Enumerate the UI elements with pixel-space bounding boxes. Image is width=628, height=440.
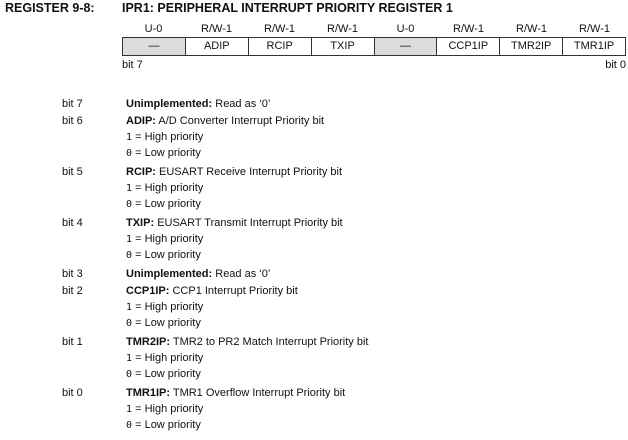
bit-cell: TMR2IP — [499, 38, 562, 55]
bit-value-option — [62, 350, 622, 366]
bit-range — [122, 59, 626, 71]
bit-description — [62, 333, 622, 350]
bit-value: 1 — [126, 132, 133, 143]
bit-text — [126, 268, 270, 280]
lsb-label: bit 0 — [605, 59, 626, 71]
bit-name: TXIP: — [126, 216, 155, 229]
bit-label: bit 1 — [62, 335, 83, 348]
bit-name: TMR2IP: — [126, 335, 170, 348]
bit-value-meaning: = High priority — [135, 131, 204, 143]
bit-text — [126, 166, 342, 178]
bit-value-option — [62, 247, 622, 263]
bit-desc: A/D Converter Interrupt Priority bit — [158, 114, 325, 127]
bit-label: bit 0 — [62, 386, 83, 399]
bit-desc: EUSART Transmit Interrupt Priority bit — [157, 216, 343, 229]
bit-name: RCIP: — [126, 165, 156, 178]
bit-cell: RCIP — [248, 38, 311, 55]
bit-value: 0 — [126, 199, 133, 210]
bit-description — [62, 163, 622, 180]
bit-value: 0 — [126, 369, 133, 380]
bit-label: bit 3 — [62, 267, 83, 280]
bit-desc: EUSART Receive Interrupt Priority bit — [159, 165, 343, 178]
bit-text — [126, 336, 368, 348]
access-type: R/W-1 — [453, 22, 484, 35]
bit-value: 0 — [126, 420, 133, 431]
bit-value-meaning: = High priority — [135, 301, 204, 313]
access-type: R/W-1 — [264, 22, 295, 35]
bit-value: 1 — [126, 302, 133, 313]
access-type: R/W-1 — [201, 22, 232, 35]
bit-description — [62, 214, 622, 231]
bit-desc: CCP1 Interrupt Priority bit — [172, 284, 298, 297]
bit-value-option — [62, 366, 622, 382]
spacer — [62, 433, 622, 435]
bit-label: bit 2 — [62, 284, 83, 297]
bit-value-option — [62, 196, 622, 212]
bit-cell: TMR1IP — [562, 38, 625, 55]
bit-value-option — [62, 417, 622, 433]
bit-description — [62, 265, 622, 282]
access-type: U-0 — [396, 22, 415, 35]
bit-value-option — [62, 180, 622, 196]
bit-value: 1 — [126, 234, 133, 245]
access-type: R/W-1 — [579, 22, 610, 35]
bit-desc: TMR1 Overflow Interrupt Priority bit — [172, 386, 346, 399]
bit-value-meaning: = Low priority — [135, 317, 201, 329]
bit-description — [62, 112, 622, 129]
access-type: R/W-1 — [327, 22, 358, 35]
bit-name: ADIP: — [126, 114, 156, 127]
bit-label: bit 5 — [62, 165, 83, 178]
bit-label: bit 7 — [62, 97, 83, 110]
bit-value: 0 — [126, 318, 133, 329]
bit-cells-row — [122, 37, 626, 56]
bit-value-meaning: = Low priority — [135, 198, 201, 210]
bit-value-meaning: = Low priority — [135, 419, 201, 431]
bit-value: 1 — [126, 183, 133, 194]
bit-description — [62, 384, 622, 401]
bit-cell: CCP1IP — [436, 38, 499, 55]
bit-desc: TMR2 to PR2 Match Interrupt Priority bit — [172, 335, 369, 348]
bit-text — [126, 115, 324, 127]
bit-value-option — [62, 129, 622, 145]
bit-value-option — [62, 401, 622, 417]
bit-cell: — — [374, 38, 437, 55]
bit-value-meaning: = High priority — [135, 182, 204, 194]
bit-cell: TXIP — [311, 38, 374, 55]
bit-value-option — [62, 299, 622, 315]
access-type: R/W-1 — [516, 22, 547, 35]
bit-desc: Read as ‘0’ — [215, 267, 271, 280]
msb-label: bit 7 — [122, 59, 143, 71]
register-title — [5, 1, 453, 15]
bit-text — [126, 285, 298, 297]
register-table — [122, 20, 626, 71]
bit-name: CCP1IP: — [126, 284, 170, 297]
bit-value: 1 — [126, 353, 133, 364]
bit-value-option — [62, 315, 622, 331]
bit-name: Unimplemented: — [126, 97, 213, 110]
bit-label: bit 6 — [62, 114, 83, 127]
bit-descriptions — [62, 95, 622, 435]
bit-value-option — [62, 145, 622, 161]
bit-value-meaning: = High priority — [135, 352, 204, 364]
bit-value-meaning: = High priority — [135, 233, 204, 245]
bit-description — [62, 282, 622, 299]
bit-value-option — [62, 231, 622, 247]
bit-value: 0 — [126, 148, 133, 159]
bit-description — [62, 95, 622, 112]
bit-value: 1 — [126, 404, 133, 415]
bit-cell: — — [123, 38, 185, 55]
bit-label: bit 4 — [62, 216, 83, 229]
bit-value-meaning: = Low priority — [135, 368, 201, 380]
bit-name: Unimplemented: — [126, 267, 213, 280]
bit-value: 0 — [126, 250, 133, 261]
bit-text — [126, 387, 345, 399]
register-name: IPR1: PERIPHERAL INTERRUPT PRIORITY REGISTER 1 — [122, 1, 453, 15]
bit-desc: Read as ‘0’ — [215, 97, 271, 110]
bit-text — [126, 217, 343, 229]
bit-value-meaning: = Low priority — [135, 249, 201, 261]
bit-value-meaning: = Low priority — [135, 147, 201, 159]
register-number: REGISTER 9-8: — [5, 1, 95, 15]
access-row — [122, 20, 626, 37]
bit-name: TMR1IP: — [126, 386, 170, 399]
bit-value-meaning: = High priority — [135, 403, 204, 415]
access-type: U-0 — [144, 22, 163, 35]
bit-text — [126, 98, 270, 110]
bit-cell: ADIP — [185, 38, 248, 55]
